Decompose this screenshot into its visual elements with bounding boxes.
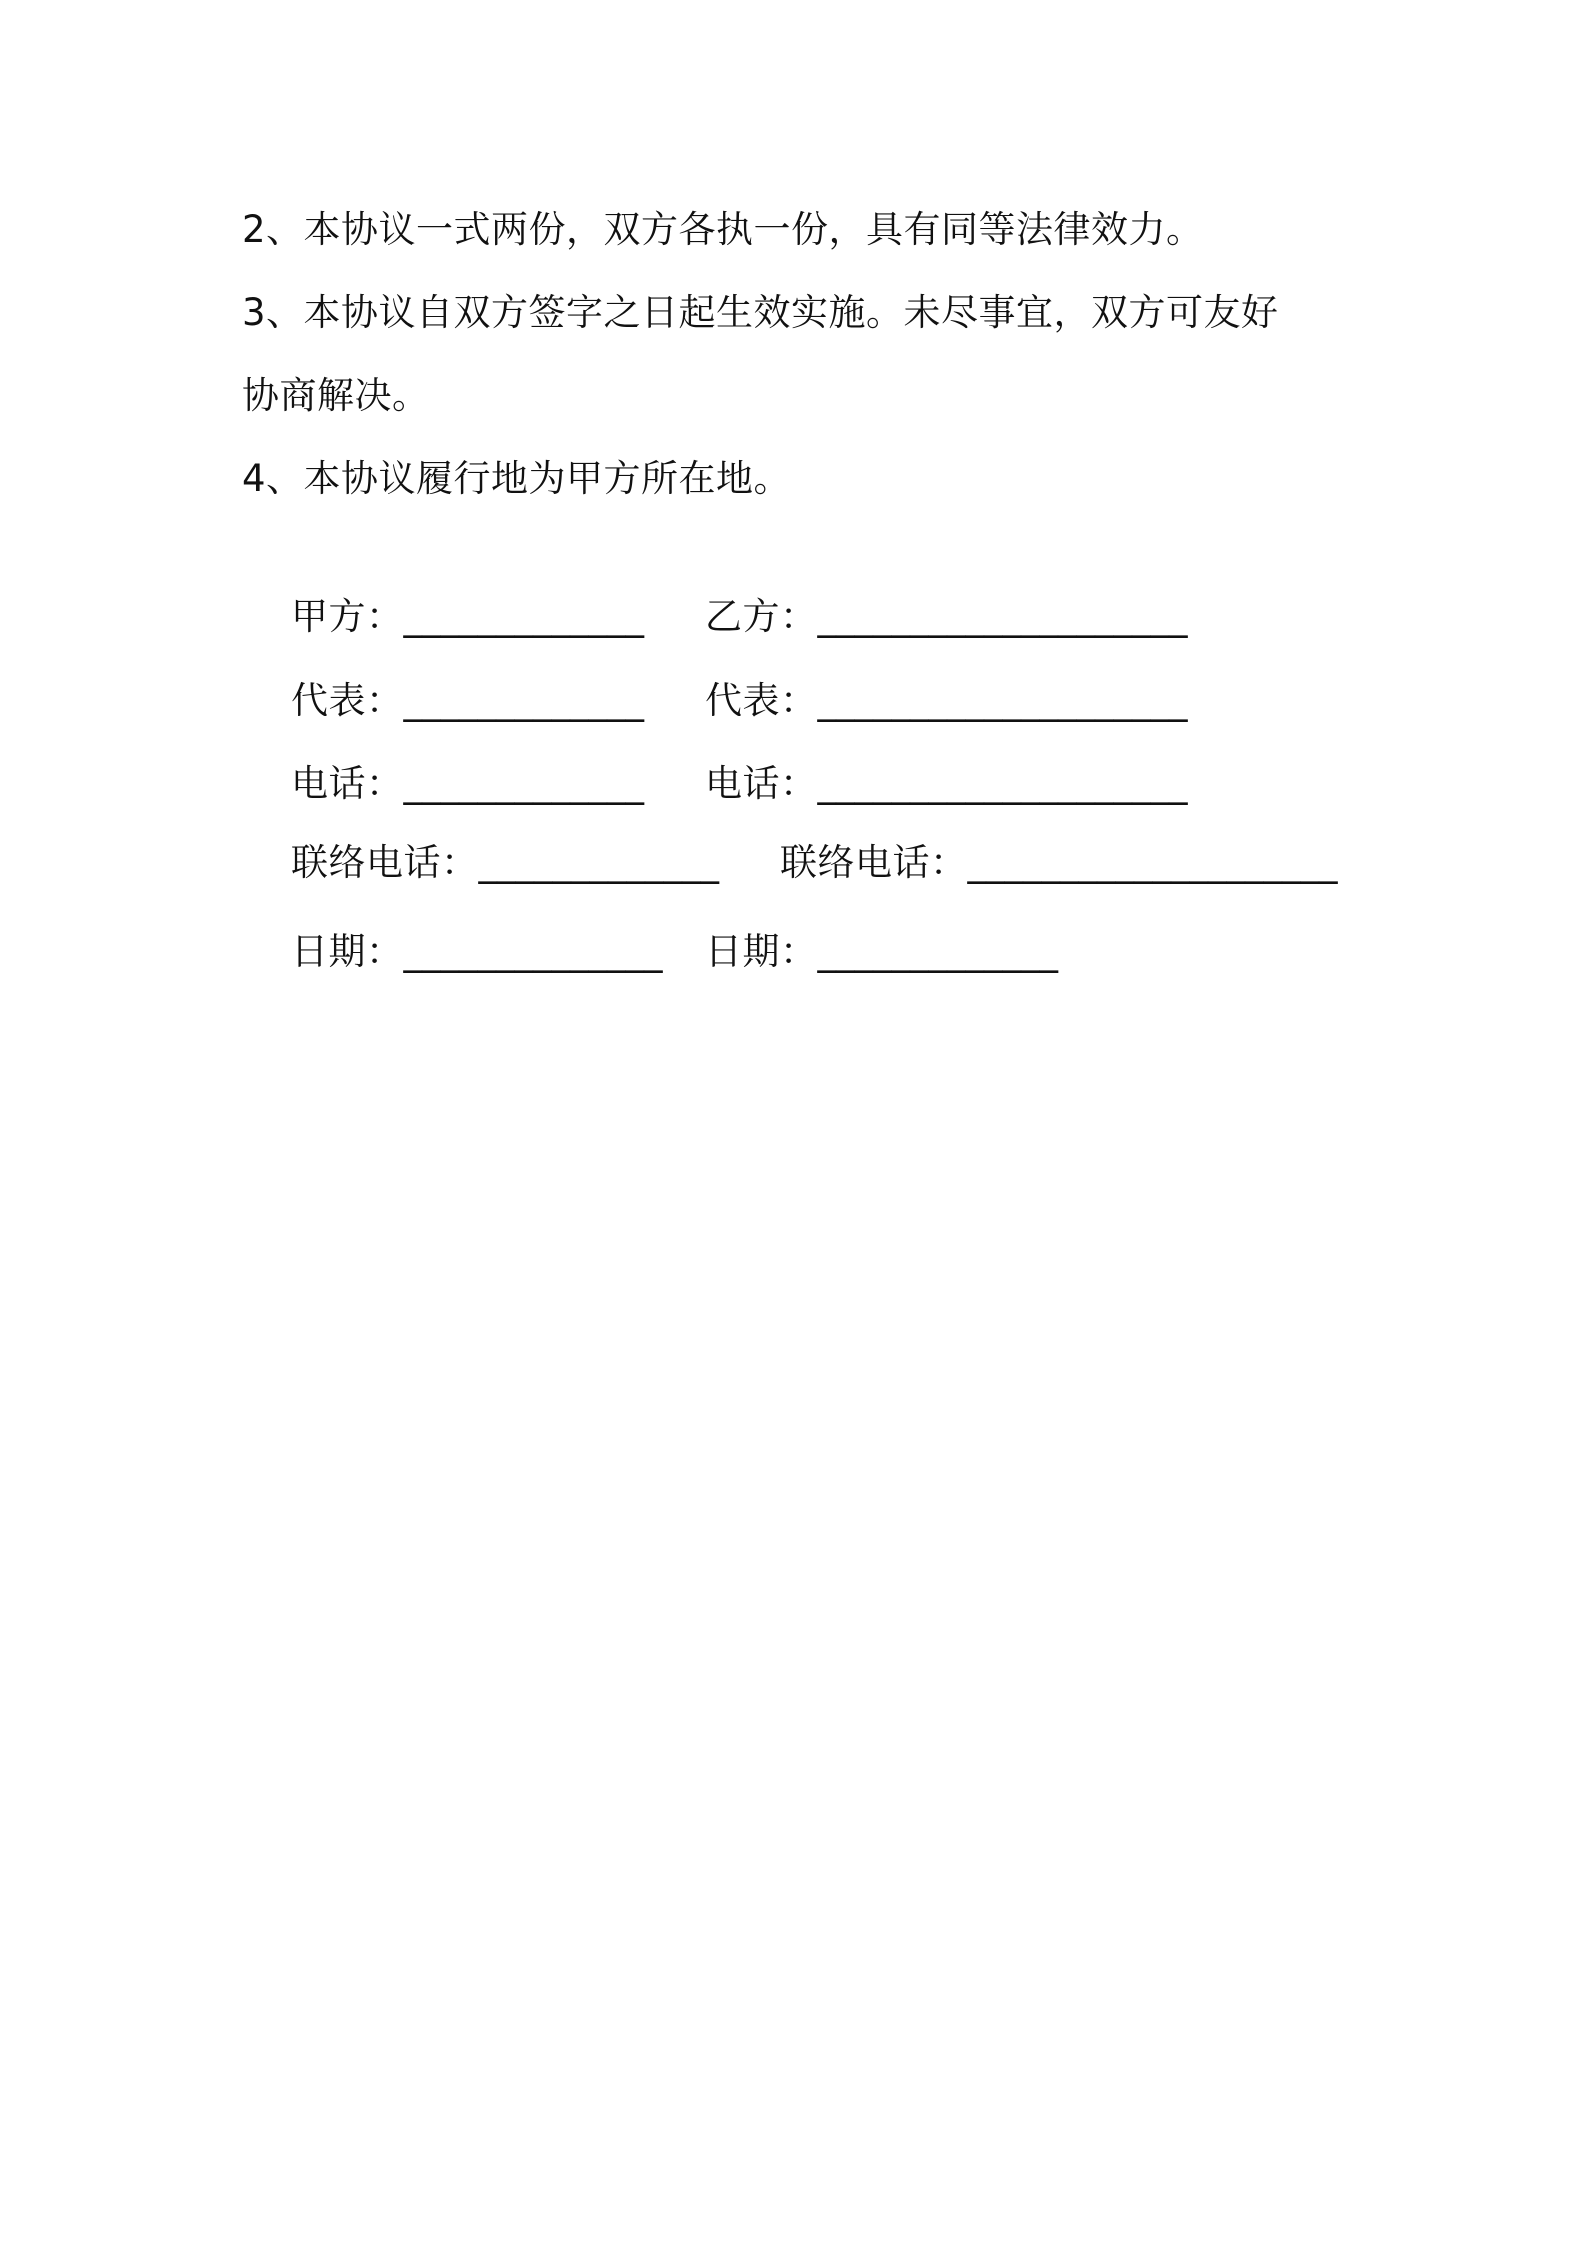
clause-4: 4、本协议履行地为甲方所在地。 xyxy=(242,457,792,500)
date-b-field xyxy=(656,880,1058,1024)
clause-3-line-2: 协商解决。 xyxy=(242,374,430,417)
clause-3-line-1: 3、本协议自双方签字之日起生效实施。未尽事宜，双方可友好 xyxy=(242,291,1279,334)
representative-a-blank[interactable]: _____________ xyxy=(403,679,645,722)
representative-a-label: 代表： xyxy=(291,679,404,722)
phone-b-blank[interactable]: ____________________ xyxy=(817,762,1188,805)
date-b-blank[interactable]: _____________ xyxy=(817,930,1059,973)
phone-a-blank[interactable]: _____________ xyxy=(403,762,645,805)
party-a-blank[interactable]: _____________ xyxy=(403,595,645,638)
date-b-label: 日期： xyxy=(705,930,818,973)
party-b-label: 乙方： xyxy=(705,595,818,638)
date-a-label: 日期： xyxy=(291,930,404,973)
representative-b-label: 代表： xyxy=(705,679,818,722)
contact-phone-a-blank[interactable]: _____________ xyxy=(478,841,720,884)
date-a-field xyxy=(242,880,663,1024)
representative-b-blank[interactable]: ____________________ xyxy=(817,679,1188,722)
party-b-blank[interactable]: ____________________ xyxy=(817,595,1188,638)
phone-b-label: 电话： xyxy=(705,762,818,805)
clause-2: 2、本协议一式两份，双方各执一份，具有同等法律效力。 xyxy=(242,208,1204,251)
party-a-label: 甲方： xyxy=(291,595,404,638)
contact-phone-a-label: 联络电话： xyxy=(291,841,479,884)
date-a-blank[interactable]: ______________ xyxy=(403,930,663,973)
contact-phone-b-label: 联络电话： xyxy=(780,841,968,884)
phone-a-label: 电话： xyxy=(291,762,404,805)
contact-phone-b-blank[interactable]: ____________________ xyxy=(967,841,1338,884)
